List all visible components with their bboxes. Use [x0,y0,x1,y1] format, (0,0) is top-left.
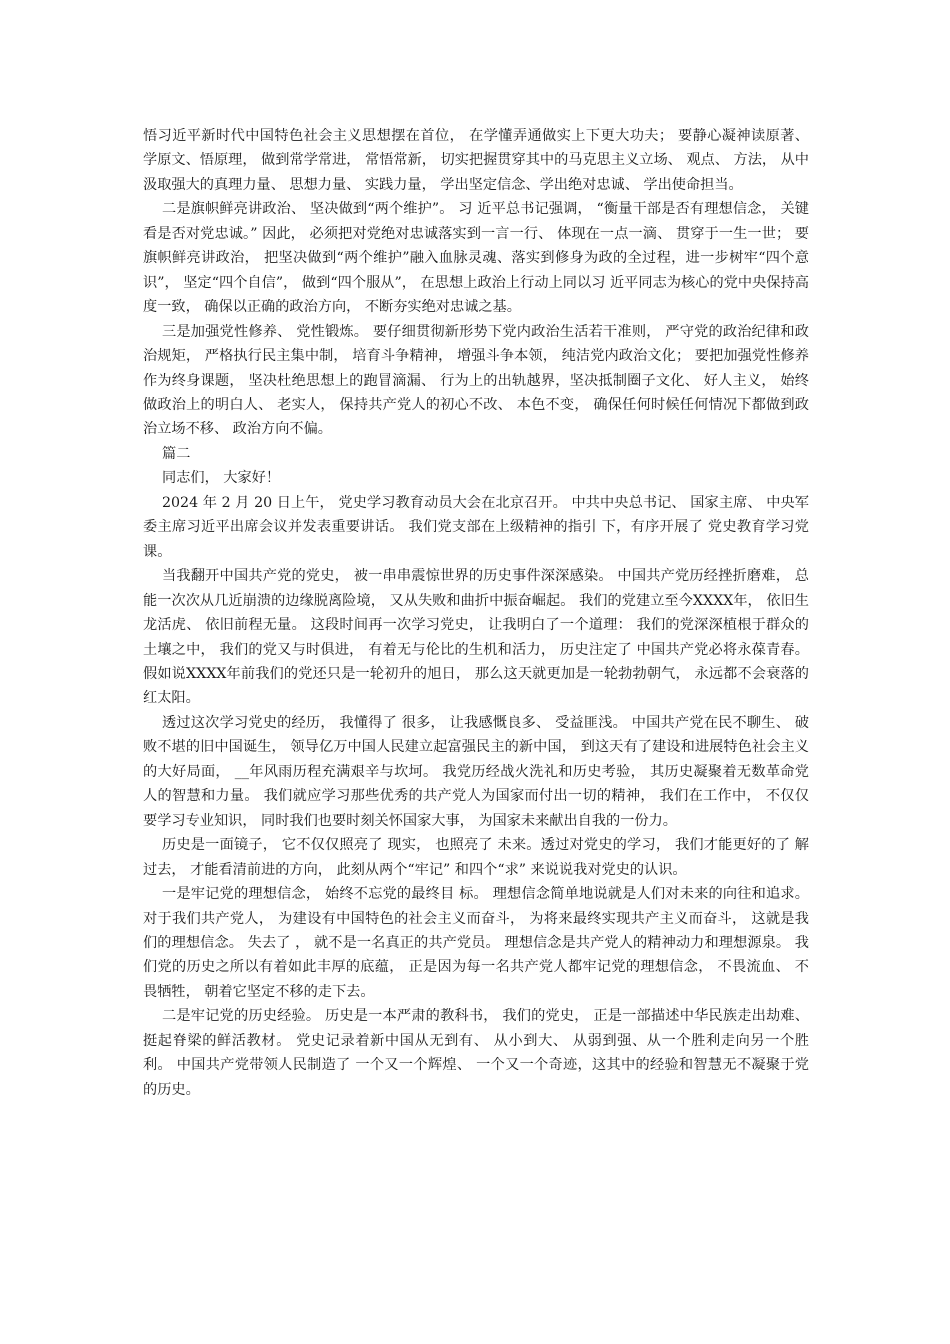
paragraph-ideals-beliefs: 一是牢记党的理想信念， 始终不忘党的最终目 标。 理想信念简单地说就是人们对未来的向往和追求。 对于我们共产党人， 为建设有中国特色的社会主义而奋斗， 为将来最终实现共产主义而奋斗， 这就是我们的理想信念。 失去了 ， 就不是一名真正的共产党员。 理想信念是共产党人的精神动力和理想源泉。 我们党的历史之所以有着如此丰厚的底蕴， 正是因为每一名共产党人都牢记党的理想信念， 不畏流血、 不畏牺牲， 朝着它坚定不移的走下去。 [143,886,809,1000]
paragraph-point-two-politics: 二是旗帜鲜亮讲政治、 坚决做到“两个维护”。 习 近平总书记强调， “衡量干部是否有理想信念， 关键看是否对党忠诚。” 因此， 必须把对党绝对忠诚落实到一言一行、 体现在一点一滴、 贯穿于一生一世； 要旗帜鲜亮讲政治， 把坚决做到“两个维护”融入血脉灵魂、落实到修身为政的全过程，进一步树牢“四个意识”， 坚定“四个自信”， 做到“四个服从”， 在思想上政治上行动上同以习 近平同志为核心的党中央保持高度一致， 确保以正确的政治方向， 不断夯实绝对忠诚之基。 [143,201,809,316]
paragraph-point-three-party-spirit: 三是加强党性修养、 党性锻炼。 要仔细贯彻新形势下党内政治生活若干准则， 严守党的政治纪律和政治规矩， 严格执行民主集中制， 培育斗争精神， 增强斗争本领， 纯洁党内政治文化； 要把加强党性修养作为终身课题， 坚决杜绝思想上的跑冒滴漏、 行为上的出轨越界，坚决抵制圈子文化、 好人主义， 始终做政治上的明白人、 老实人， 保持共产党人的初心不改、 本色不变， 确保任何时候任何情况下都做到政治立场不移、 政治方向不偏。 [143,323,809,438]
paragraph-meeting-date: 2024 年 2 月 20 日上午， 党史学习教育动员大会在北京召开。 中共中央总书记、 国家主席、 中央军委主席习近平出席会议并发表重要讲话。 我们党支部在上级精神的指引 下，有序开展了 党史教育学习党课。 [143,494,809,560]
section-heading-part-two: 篇二 [162,445,191,462]
paragraph-history-mirror: 历史是一面镜子， 它不仅仅照亮了 现实， 也照亮了 未来。透过对党史的学习， 我们才能更好的了 解过去， 才能看清前进的方向， 此刻从两个“牢记” 和四个“求” 来说说我对党史的认识。 [143,837,809,878]
paragraph-study-experience: 透过这次学习党史的经历， 我懂得了 很多， 让我感慨良多、 受益匪浅。 中国共产党在民不聊生、 破败不堪的旧中国诞生， 领导亿万中国人民建立起富强民主的新中国， 到这天有了建设和进展特色社会主义的大好局面， __年风雨历程充满艰辛与坎坷。 我党历经战火洗礼和历史考验， 其历史凝聚着无数革命党人的智慧和力量。 我们就应学习那些优秀的共产党人为国家而付出一切的精神， 我们在工作中， 不仅仅要学习专业知识， 同时我们也要时刻关怀国家大事， 为国家未来献出自我的一份力。 [143,714,809,829]
paragraph-study-thought: 悟习近平新时代中国特色社会主义思想摆在首位， 在学懂弄通做实上下更大功夫； 要静心凝神读原著、 学原文、悟原理， 做到常学常进， 常悟常新， 切实把握贯穿其中的马克思主义立场、 观点、 方法， 从中汲取强大的真理力量、 思想力量、 实践力量， 学出坚定信念、学出绝对忠诚、 学出使命担当。 [143,128,809,193]
paragraph-party-history-reflection: 当我翻开中国共产党的党史， 被一串串震惊世界的历史事件深深感染。 中国共产党历经挫折磨难， 总能一次次从几近崩溃的边缘脱离险境， 又从失败和曲折中振奋崛起。 我们的党建立至今XXXX年， 依旧生龙活虎、 依旧前程无量。 这段时间再一次学习党史， 让我明白了一个道理： 我们的党深深植根于群众的土壤之中， 我们的党又与时俱进， 有着无与伦比的生机和活力， 历史注定了 中国共产党必将永葆青春。 假如说XXXX年前我们的党还只是一轮初升的旭日， 那么这天就更加是一轮勃勃朝气， 永远都不会衰落的红太阳。 [143,568,809,707]
document-body [143,124,809,1102]
paragraph-historical-experience: 二是牢记党的历史经验。 历史是一本严肃的教科书， 我们的党史， 正是一部描述中华民族走出劫难、 挺起脊梁的鲜活教材。 党史记录着新中国从无到有、 从小到大、 从弱到强、从一个胜利走向另一个胜利。 中国共产党带领人民制造了 一个又一个辉煌、 一个又一个奇迹，这其中的经验和智慧无不凝聚于党的历史。 [143,1008,809,1098]
paragraph-greeting: 同志们， 大家好！ [162,470,281,487]
